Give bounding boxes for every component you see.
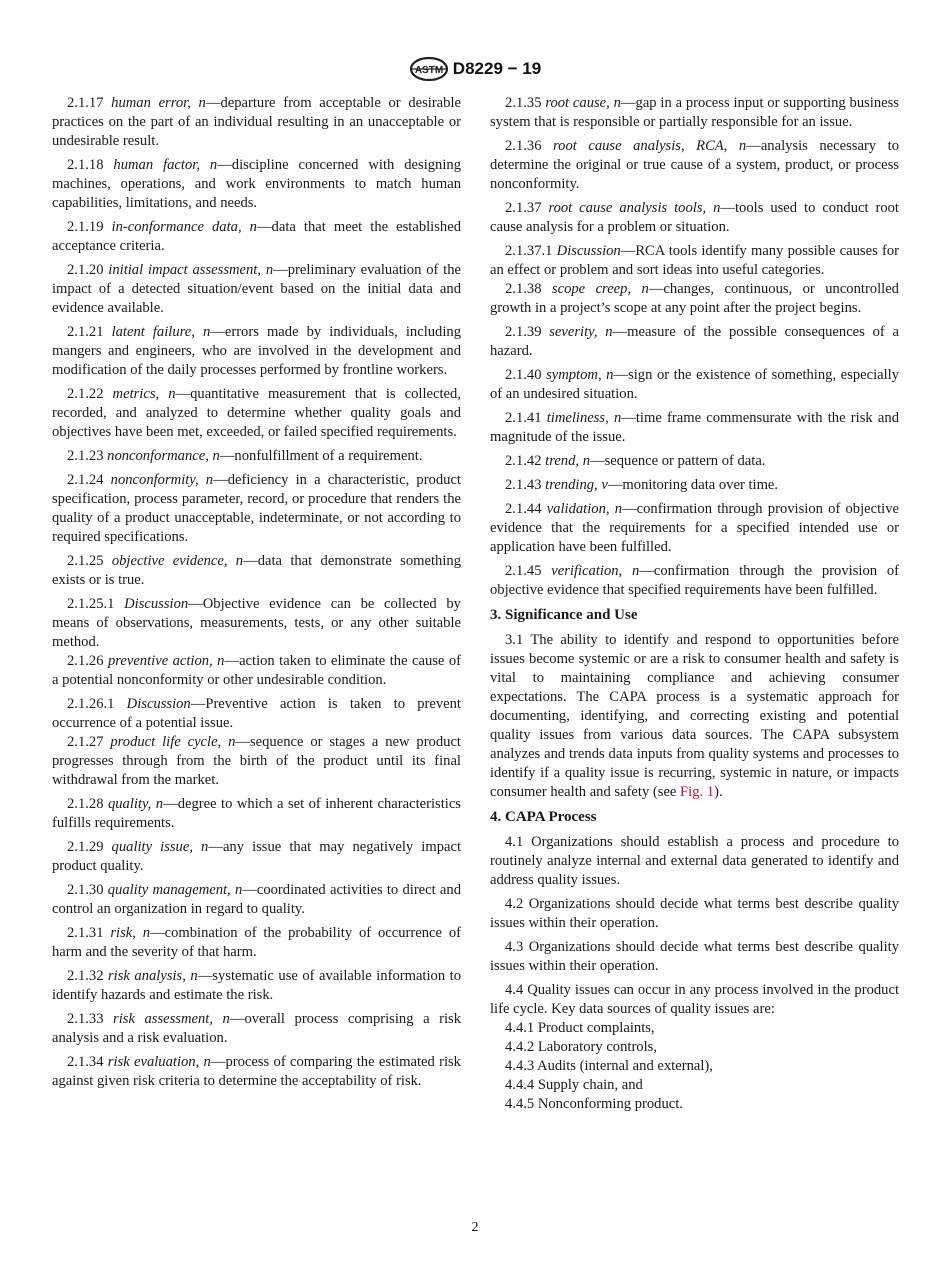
definition-2-1-30: 2.1.30 quality management, n—coordinated activities to direct and control an organization in regard to quality. [52,882,461,917]
section-4-heading: 4. CAPA Process [490,809,597,825]
definition-2-1-23: 2.1.23 nonconformance, n—nonfulfillment of a requirement. [67,448,423,464]
definition-2-1-39: 2.1.39 severity, n—measure of the possible consequences of a hazard. [490,324,899,359]
definition-2-1-42: 2.1.42 trend, n—sequence or pattern of data. [505,453,766,469]
definition-2-1-20: 2.1.20 initial impact assessment, n—preliminary evaluation of the impact of a detected situation/event based on the initial data and evidence available. [52,262,461,316]
definition-2-1-17: 2.1.17 human error, n—departure from acceptable or desirable practices on the part of an individual resulting in an unacceptable or undesirable result. [52,95,461,149]
svg-text:ASTM: ASTM [414,65,443,76]
definition-2-1-18: 2.1.18 human factor, n—discipline concerned with designing machines, operations, and work environments to match human capabilities, limitations, and needs. [52,157,461,211]
definition-2-1-33: 2.1.33 risk assessment, n—overall process comprising a risk analysis and a risk evaluation. [52,1011,461,1046]
definition-2-1-25: 2.1.25 objective evidence, n—data that demonstrate something exists or is true. [52,553,461,588]
definition-2-1-24: 2.1.24 nonconformity, n—deficiency in a characteristic, product specification, process parameter, record, or procedure that renders the quality of a product unacceptable, indeterminate, or not according to required specifications. [52,472,461,545]
left-column [52,94,461,1096]
list-item: 4.4.3 Audits (internal and external), [505,1058,713,1074]
data-sources-list [490,1019,899,1114]
page-number: 2 [471,1220,479,1235]
definition-2-1-19: 2.1.19 in-conformance data, n—data that meet the established acceptance criteria. [52,219,461,254]
definition-2-1-38: 2.1.38 scope creep, n—changes, continuous, or uncontrolled growth in a project’s scope at any point after the project begins. [490,281,899,316]
definitions-list-right [490,94,899,600]
definition-2-1-35: 2.1.35 root cause, n—gap in a process input or supporting business system that is responsible or partially responsible for an issue. [490,95,899,130]
definition-2-1-31: 2.1.31 risk, n—combination of the probability of occurrence of harm and the severity of that harm. [52,925,462,960]
section-3-heading: 3. Significance and Use [490,607,638,623]
definition-2-1-41: 2.1.41 timeliness, n—time frame commensurate with the risk and magnitude of the issue. [490,410,899,445]
list-item: 4.4.1 Product complaints, [505,1020,655,1036]
right-column [490,94,899,1114]
page-header [0,56,950,82]
definition-2-1-32: 2.1.32 risk analysis, n—systematic use of available information to identify hazards and estimate the risk. [52,968,461,1003]
list-item: 4.4.2 Laboratory controls, [505,1039,657,1055]
list-item: 4.4.4 Supply chain, and [505,1077,643,1093]
definition-2-1-40: 2.1.40 symptom, n—sign or the existence of something, especially of an undesired situation. [490,367,900,402]
definition-2-1-21: 2.1.21 latent failure, n—errors made by individuals, including mangers and engineers, who are involved in the development and modification of the daily processes performed by frontline workers. [52,324,461,378]
definition-2-1-36: 2.1.36 root cause analysis, RCA, n—analysis necessary to determine the original or true cause of a system, product, or process nonconformity. [490,138,899,192]
paragraph-4-2: 4.2 Organizations should decide what terms best describe quality issues within their operation. [490,896,899,931]
definition-2-1-27: 2.1.27 product life cycle, n—sequence or stages a new product progresses through from the birth of the product until its final withdrawal from the market. [52,734,461,788]
definition-2-1-43: 2.1.43 trending, v—monitoring data over time. [505,477,779,493]
definition-2-1-26: 2.1.26 preventive action, n—action taken to eliminate the cause of a potential nonconformity or other undesirable condition. [52,653,461,688]
astm-logo-icon [409,56,449,82]
definition-2-1-37: 2.1.37 root cause analysis tools, n—tools used to conduct root cause analysis for a problem or situation. [490,200,899,235]
document-id: D8229 − 19 [452,59,542,78]
definition-2-1-44: 2.1.44 validation, n—confirmation through provision of objective evidence that the requirements for a specified intended use or application have been fulfilled. [490,501,899,555]
list-item: 4.4.5 Nonconforming product. [505,1096,683,1112]
definition-2-1-25-1: 2.1.25.1 Discussion—Objective evidence can be collected by means of observations, measurements, tests, or any other suitable method. [52,596,461,650]
paragraph-4-1: 4.1 Organizations should establish a process and procedure to routinely analyze internal and external data generated to identify and address quality issues. [490,834,899,888]
definition-2-1-37-1: 2.1.37.1 Discussion—RCA tools identify many possible causes for an effect or problem and sort ideas into useful categories. [490,243,899,278]
figure-1-link[interactable]: Fig. 1 [680,784,715,800]
definition-2-1-29: 2.1.29 quality issue, n—any issue that may negatively impact product quality. [52,839,461,874]
definition-2-1-28: 2.1.28 quality, n—degree to which a set of inherent characteristics fulfills requirements. [52,796,461,831]
definition-2-1-26-1: 2.1.26.1 Discussion—Preventive action is taken to prevent occurrence of a potential issue. [52,696,461,731]
definition-2-1-34: 2.1.34 risk evaluation, n—process of comparing the estimated risk against given risk criteria to determine the acceptability of risk. [52,1054,461,1089]
paragraph-3-1: 3.1 The ability to identify and respond to opportunities before issues become systemic or are a risk to consumer health and safety is vital to maintaining compliance and achieving consumer expectations. The CAPA process is a systematic approach for documenting, identifying, and correcting existing and potential quality issues from various data sources. The CAPA subsystem analyzes and trends data inputs from quality systems and processes to identify if a quality issue is recurring, systemic in nature, or impacts consumer health and safety (see Fig. 1). [490,632,899,800]
paragraph-4-4: 4.4 Quality issues can occur in any process involved in the product life cycle. Key data sources of quality issues are: [490,982,899,1017]
definition-2-1-45: 2.1.45 verification, n—confirmation through the provision of objective evidence that specified requirements have been fulfilled. [490,563,899,598]
definition-2-1-22: 2.1.22 metrics, n—quantitative measurement that is collected, recorded, and analyzed to determine whether quality goals and objectives have been met, exceeded, or failed specified requirements. [52,386,461,440]
paragraph-4-3: 4.3 Organizations should decide what terms best describe quality issues within their operation. [490,939,899,974]
